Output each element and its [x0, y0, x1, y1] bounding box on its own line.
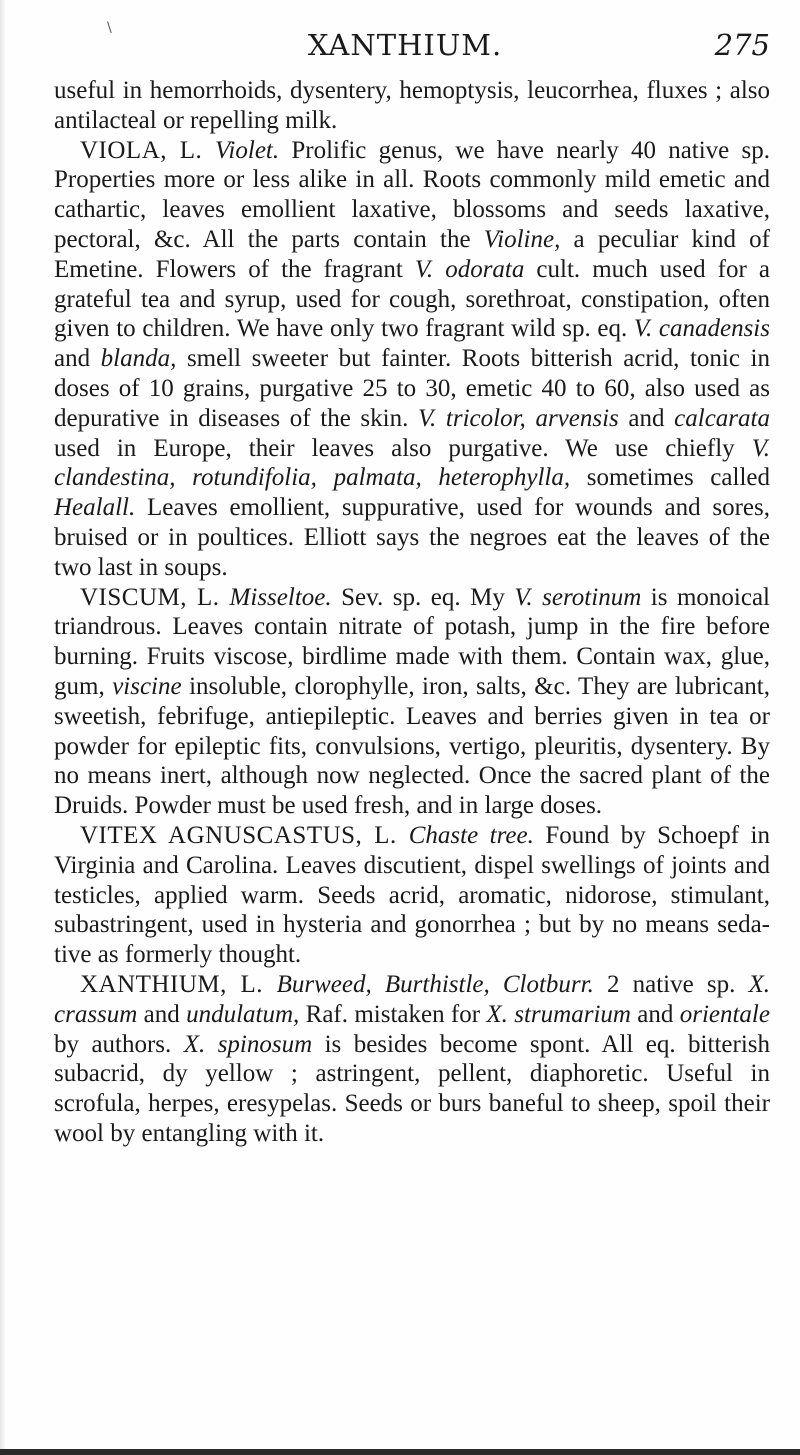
- text-run: and: [137, 1000, 187, 1028]
- italic-term: V. clandestina, rotundifolia, palmata, heterophylla,: [54, 434, 770, 492]
- entry-heading: VITEX AGNUSCASTUS, L.: [80, 821, 409, 849]
- text-run: Found by Schoepf in Virginia and Carolina. Leaves discutient, dispel swellings of joints and testicles, applied warm. Seeds acrid, aromatic, nidorose, stimulant, subastringent, used in hysteria and gonorrhea ; but by no means sedative as formerly thought.: [54, 821, 770, 969]
- entry-heading: VIOLA, L.: [80, 136, 216, 164]
- italic-term: V. odorata: [414, 255, 525, 283]
- text-run: and: [54, 345, 101, 373]
- header-mark: \: [107, 20, 112, 36]
- page-bottom-edge: [0, 1449, 800, 1455]
- text-run: used in Europe, their leaves also purgative. We use chiefly: [54, 434, 752, 462]
- text-run: 2 native sp.: [593, 970, 749, 998]
- italic-term: V. serotinum: [514, 583, 642, 611]
- italic-term: viscine: [112, 672, 182, 700]
- italic-term: blanda,: [100, 345, 177, 373]
- italic-term: V. canadensis: [633, 315, 770, 343]
- paragraph-xanthium: [54, 970, 770, 1149]
- paragraph-viscum: [54, 583, 770, 821]
- entry-heading: VISCUM, L.: [80, 583, 230, 611]
- running-header: [40, 20, 770, 68]
- page-number: 275: [714, 28, 770, 62]
- text-run: is monoical triandrous. Leaves contain nitrate of potash, jump in the fire before burning. Fruits viscose, birdlime made with them. Contain wax, glue, gum,: [54, 583, 770, 700]
- text-run: Sev. sp. eq. My: [331, 583, 515, 611]
- page-left-edge: [0, 0, 6, 1455]
- paragraph-vitex: [54, 821, 770, 970]
- paragraph-uses-continued: [54, 76, 770, 136]
- text-run: Prolific genus, we have nearly 40 native sp. Properties more or less alike in all. Roots commonly mild emetic and cathartic, leaves emollient laxative, blossoms and seeds laxative, pectoral, &c. All the parts contain the: [54, 136, 770, 253]
- paragraph-viola: [54, 136, 770, 583]
- text-run: Raf. mistaken for: [299, 1000, 487, 1028]
- text-run: and: [630, 1000, 680, 1028]
- text-run: sometimes called: [570, 464, 770, 492]
- entry-heading: XANTHIUM, L.: [80, 970, 277, 998]
- italic-term: calcarata: [674, 404, 770, 432]
- italic-term: Misseltoe.: [229, 583, 332, 611]
- body-text: [54, 76, 770, 1149]
- italic-term: V. tricolor, arvensis: [418, 404, 619, 432]
- text-run: by authors.: [54, 1030, 184, 1058]
- text-run: a peculiar kind of Emetine. Flowers of the fragrant: [54, 225, 770, 283]
- text-run: smell sweeter but fainter. Roots bitterish acrid, tonic in doses of 10 grains, purgative 25 to 30, emetic 40 to 60, also used as depurative in diseases of the skin.: [54, 345, 770, 432]
- italic-term: X. strumarium: [486, 1000, 631, 1028]
- italic-term: X. spinosum: [183, 1030, 313, 1058]
- italic-term: Burweed, Burthistle, Clotburr.: [276, 970, 594, 998]
- text-run: insoluble, clorophylle, iron, salts, &c. They are lubricant, sweetish, febrifuge, antiepileptic. Leaves and berries given in tea or powder for epileptic fits, convulsions, vertigo, pleuritis, dysentery. By no means inert, although now neglected. Once the sacred plant of the Druids. Powder must be used fresh, and in large doses.: [54, 672, 770, 820]
- text-run: and: [618, 404, 675, 432]
- text-run: useful in hemorrhoids, dysentery, hemoptysis, leucorrhea, fluxes ; also antilacteal or repelling milk.: [54, 77, 770, 134]
- italic-term: Violet.: [215, 136, 280, 164]
- italic-term: Chaste tree.: [408, 821, 534, 849]
- italic-term: orientale: [679, 1000, 770, 1028]
- text-run: Leaves emollient, suppurative, used for wounds and sores, bruised or in poultices. Elliott says the negroes eat the leaves of the two last in soups.: [54, 494, 770, 581]
- italic-term: Violine,: [483, 225, 561, 253]
- text-run: is besides become spont. All eq. bitterish subacrid, dy yellow ; astringent, pellent, diaphoretic. Useful in scrofula, herpes, eresypelas. Seeds or burs baneful to sheep, spoil their wool by entangling with it.: [54, 1030, 770, 1147]
- italic-term: Healall.: [54, 494, 136, 522]
- italic-term: undulatum,: [186, 1000, 300, 1028]
- running-title: XANTHIUM.: [307, 28, 503, 62]
- italic-term: X. crassum: [54, 970, 770, 1028]
- text-run: cult. much used for a grateful tea and syrup, used for cough, sorethroat, constipation, often given to children. We have only two fragrant wild sp. eq.: [54, 255, 770, 343]
